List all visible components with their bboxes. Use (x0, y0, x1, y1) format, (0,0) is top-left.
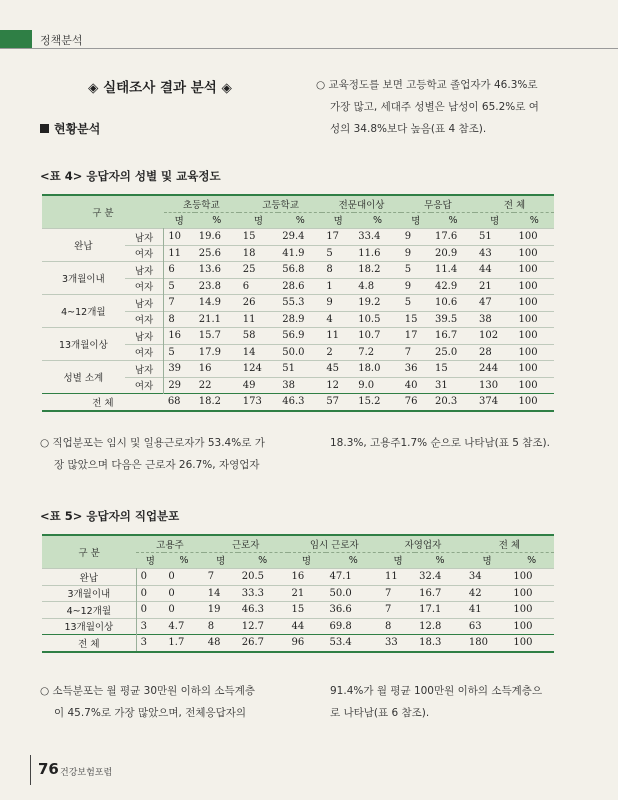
table-cell: 25.0 (434, 346, 458, 358)
row-label: 4~12개월 (42, 602, 136, 619)
table-cell: 17 (326, 231, 340, 243)
table-cell: 28.6 (282, 280, 305, 292)
table-corner: 구 분 (42, 535, 136, 569)
table-cell: 21.1 (198, 313, 221, 325)
table-cell: 9 (404, 247, 412, 259)
table-cell: 100 (518, 247, 538, 259)
table-cell: 5 (404, 264, 412, 276)
table-cell: 0 (140, 571, 148, 583)
table-cell: 68 (167, 396, 181, 408)
table-cell: 29 (168, 379, 182, 391)
table-cell: 19 (207, 604, 221, 616)
sub-header: 명 (475, 212, 514, 229)
table-cell: 244 (479, 363, 499, 375)
total-label: 전 체 (92, 397, 114, 409)
table-cell: 31 (434, 379, 448, 391)
sub-header: 명 (401, 212, 431, 229)
table-cell: 17 (404, 330, 418, 342)
table-cell: 36.6 (329, 604, 352, 616)
table-cell: 100 (518, 264, 538, 276)
table-cell: 33.4 (358, 231, 381, 243)
table-cell: 3 (140, 620, 148, 632)
table-cell: 96 (291, 637, 305, 649)
table-cell: 15.2 (358, 396, 381, 408)
table-cell: 5 (404, 297, 412, 309)
table-cell: 10 (168, 231, 182, 243)
table-cell: 49 (242, 379, 256, 391)
table-cell: 42.9 (434, 280, 458, 292)
sex-label: 남자 (125, 229, 164, 246)
table-cell: 29.4 (282, 231, 305, 243)
para-line: 가장 많고, 세대주 성별은 남성이 65.2%로 여 (330, 101, 539, 113)
table-row (42, 635, 554, 652)
table-cell: 100 (518, 396, 538, 408)
table-cell: 180 (468, 637, 488, 649)
table-cell: 130 (479, 379, 499, 391)
group-header: 전 체 (465, 535, 554, 552)
page-number: 76 (38, 760, 59, 778)
table-cell: 16 (198, 363, 212, 375)
table-cell: 17.1 (419, 604, 442, 616)
table-cell: 32.4 (419, 571, 442, 583)
table-cell: 63 (468, 620, 482, 632)
table-cell: 0 (140, 587, 148, 599)
table-cell: 5 (168, 280, 175, 292)
table-cell: 1 (326, 280, 333, 292)
group-header: 근로자 (204, 535, 288, 552)
table-cell: 25 (242, 264, 256, 276)
table-cell: 46.3 (282, 396, 305, 408)
group-header: 고용주 (136, 535, 204, 552)
table-cell: 44 (479, 264, 492, 276)
table-cell: 48 (207, 637, 221, 649)
journal-name: 건강보험포럼 (60, 768, 113, 778)
square-bullet-icon (40, 124, 49, 133)
sex-label: 남자 (125, 295, 164, 312)
table-cell: 8 (326, 264, 333, 276)
table-cell: 100 (513, 620, 533, 632)
mid-paragraph-right: 18.3%, 고용주1.7% 순으로 나타남(표 5 참조). (330, 437, 550, 449)
sub-header: % (431, 212, 475, 229)
table-cell: 14 (207, 587, 221, 599)
table-row (42, 328, 554, 345)
table-cell: 45 (326, 363, 340, 375)
sub-header: % (509, 552, 554, 569)
table-row (42, 295, 554, 312)
mid-paragraph-left (40, 432, 320, 476)
table-cell: 19.2 (358, 297, 381, 309)
row-label: 전 체 (42, 635, 136, 652)
table-cell: 15 (404, 313, 418, 325)
table-cell: 12.8 (419, 620, 442, 632)
table-cell: 53.4 (329, 637, 352, 649)
row-label: 완납 (42, 569, 136, 586)
group-header: 임시 근로자 (288, 535, 382, 552)
sex-label: 여자 (125, 377, 164, 394)
table-cell: 16 (291, 571, 305, 583)
table-cell: 28 (479, 346, 492, 358)
group-header: 전문대이상 (322, 195, 400, 212)
table-cell: 47.1 (329, 571, 352, 583)
table-cell: 7.2 (358, 346, 375, 358)
table-cell: 100 (518, 330, 538, 342)
sex-label: 여자 (125, 245, 164, 262)
table-row (42, 361, 554, 378)
table-cell: 11 (385, 571, 398, 583)
table-cell: 10.7 (358, 330, 381, 342)
row-group-label: 완납 (74, 241, 93, 252)
sex-label: 여자 (125, 311, 164, 328)
table-cell: 0 (168, 587, 175, 599)
table-cell: 7 (385, 587, 392, 599)
table-cell: 20.9 (434, 247, 458, 259)
table-cell: 56.9 (282, 330, 305, 342)
table-row (42, 602, 554, 619)
sex-label: 남자 (125, 328, 164, 345)
sub-header: 명 (164, 212, 195, 229)
table-cell: 100 (518, 363, 538, 375)
table-cell: 33.3 (241, 587, 265, 599)
table-cell: 22 (198, 379, 212, 391)
table-cell: 18 (242, 247, 256, 259)
table-row (42, 229, 554, 246)
table-cell: 55.3 (282, 297, 305, 309)
sub-header: 명 (381, 552, 415, 569)
section-title: ◈ 실태조사 결과 분석 ◈ (88, 80, 232, 96)
sub-title (40, 120, 100, 137)
table-cell: 40 (404, 379, 418, 391)
table-cell: 1.7 (168, 637, 185, 649)
table-cell: 15 (242, 231, 256, 243)
footer-rule (30, 755, 31, 785)
table-cell: 58 (242, 330, 256, 342)
table-cell: 11 (326, 330, 340, 342)
sub-title-text: 현황분석 (54, 122, 101, 136)
table-cell: 57 (326, 396, 340, 408)
sub-header: 명 (465, 552, 510, 569)
table-cell: 173 (242, 396, 262, 408)
table-cell: 0 (168, 604, 175, 616)
table-cell: 100 (513, 637, 533, 649)
sub-header: 명 (322, 212, 354, 229)
table-cell: 38 (479, 313, 492, 325)
row-group-label: 4~12개월 (61, 307, 106, 318)
table-cell: 39 (168, 363, 182, 375)
table-cell: 5 (326, 247, 333, 259)
row-group-label: 성별 소계 (63, 373, 104, 384)
row-group-label: 13개월이상 (58, 340, 108, 351)
table-cell: 28.9 (282, 313, 305, 325)
table-cell: 14 (242, 346, 256, 358)
table-corner: 구 분 (42, 195, 164, 229)
sub-header: 명 (239, 212, 278, 229)
table-cell: 100 (518, 297, 538, 309)
table-cell: 16 (168, 330, 182, 342)
table-cell: 44 (291, 620, 305, 632)
table-cell: 6 (242, 280, 250, 292)
right-paragraph (316, 74, 606, 140)
table-cell: 39.5 (434, 313, 458, 325)
table-total-row (42, 394, 554, 411)
para-line: ○ 교육정도를 보면 고등학교 졸업자가 46.3%로 (316, 79, 538, 91)
table-cell: 100 (518, 346, 538, 358)
table-cell: 4.8 (358, 280, 375, 292)
table-cell: 21 (291, 587, 305, 599)
table-cell: 15 (291, 604, 305, 616)
group-header: 고등학교 (239, 195, 323, 212)
table-cell: 4.7 (168, 620, 185, 632)
bottom-paragraph-left (40, 680, 320, 724)
bottom-paragraph-right (330, 680, 610, 724)
table-cell: 38 (282, 379, 295, 391)
sub-header: 명 (288, 552, 326, 569)
table-cell: 46.3 (241, 604, 265, 616)
table-cell: 56.8 (282, 264, 305, 276)
para-line: 91.4%가 월 평균 100만원 이하의 소득계층으 (330, 685, 543, 697)
table-cell: 42 (468, 587, 482, 599)
group-header: 자영업자 (381, 535, 465, 552)
table-cell: 7 (404, 346, 412, 358)
sub-header: % (354, 212, 401, 229)
table-cell: 100 (518, 231, 538, 243)
table-row (42, 569, 554, 586)
header-label: 정책분석 (40, 34, 83, 47)
table-cell: 100 (518, 280, 538, 292)
table-cell: 9.0 (358, 379, 375, 391)
table-cell: 9 (326, 297, 333, 309)
sub-header: % (415, 552, 465, 569)
table-cell: 41.9 (282, 247, 305, 259)
table-cell: 11.4 (434, 264, 458, 276)
table-cell: 6 (168, 264, 175, 276)
table-cell: 8 (168, 313, 175, 325)
table-cell: 100 (518, 379, 538, 391)
running-header (0, 30, 618, 49)
table5 (42, 534, 554, 653)
sub-header: % (278, 212, 322, 229)
table-cell: 12 (326, 379, 340, 391)
table-cell: 102 (479, 330, 499, 342)
sub-header: 명 (204, 552, 238, 569)
para-line: 성의 34.8%보다 높음(표 4 참조). (330, 123, 487, 135)
table-cell: 26.7 (241, 637, 265, 649)
table-cell: 12.7 (241, 620, 265, 632)
sub-header: % (326, 552, 382, 569)
table-cell: 50.0 (329, 587, 352, 599)
sub-header: % (514, 212, 554, 229)
table-cell: 16.7 (419, 587, 442, 599)
table-cell: 15 (434, 363, 448, 375)
row-label: 3개월이내 (42, 585, 136, 602)
table-cell: 4 (326, 313, 333, 325)
table-cell: 18.2 (198, 396, 221, 408)
group-header: 무응답 (401, 195, 475, 212)
table-cell: 20.3 (434, 396, 458, 408)
table-cell: 100 (513, 604, 533, 616)
table-cell: 100 (513, 571, 533, 583)
group-header: 전 체 (475, 195, 554, 212)
table-row (42, 585, 554, 602)
table-cell: 76 (404, 396, 418, 408)
table-cell: 11 (242, 313, 256, 325)
table-cell: 100 (513, 587, 533, 599)
table-cell: 7 (385, 604, 392, 616)
para-line: ○ 소득분포는 월 평균 30만원 이하의 소득계층 (40, 685, 255, 697)
table-cell: 51 (282, 363, 295, 375)
table4 (42, 194, 554, 412)
table-cell: 11 (168, 247, 182, 259)
group-header: 초등학교 (164, 195, 239, 212)
sub-header: 명 (136, 552, 164, 569)
para-line: 로 나타남(표 6 참조). (330, 707, 430, 719)
table-cell: 10.6 (434, 297, 458, 309)
table-cell: 9 (404, 231, 412, 243)
table-cell: 10.5 (358, 313, 381, 325)
table-row (42, 618, 554, 635)
table5-caption: <표 5> 응답자의 직업분포 (40, 509, 180, 523)
table-cell: 5 (168, 346, 175, 358)
table-cell: 23.8 (198, 280, 221, 292)
table-cell: 20.5 (241, 571, 265, 583)
sex-label: 여자 (125, 278, 164, 295)
sex-label: 남자 (125, 262, 164, 279)
table-cell: 9 (404, 280, 412, 292)
sub-header: % (238, 552, 288, 569)
table-cell: 7 (168, 297, 175, 309)
table-cell: 15.7 (198, 330, 221, 342)
table-cell: 11.6 (358, 247, 381, 259)
table-cell: 16.7 (434, 330, 458, 342)
row-group-label: 3개월이내 (61, 274, 105, 285)
sub-header: % (164, 552, 203, 569)
table-cell: 2 (326, 346, 333, 358)
table-cell: 47 (479, 297, 492, 309)
table-cell: 36 (404, 363, 418, 375)
sex-label: 남자 (125, 361, 164, 378)
table4-caption: <표 4> 응답자의 성별 및 교육정도 (40, 169, 221, 183)
table-row (42, 262, 554, 279)
table-cell: 34 (468, 571, 482, 583)
para-line: 이 45.7%로 가장 많았으며, 전체응답자의 (54, 707, 247, 719)
para-line: 장 많았으며 다음은 근로자 26.7%, 자영업자 (54, 459, 260, 471)
table-cell: 26 (242, 297, 256, 309)
table-cell: 14.9 (198, 297, 221, 309)
table-cell: 13.6 (198, 264, 221, 276)
table-cell: 8 (385, 620, 392, 632)
table-cell: 100 (518, 313, 538, 325)
table-cell: 18.0 (358, 363, 381, 375)
sub-header: % (195, 212, 239, 229)
para-line: ○ 직업분포는 임시 및 일용근로자가 53.4%로 가 (40, 437, 265, 449)
table-cell: 17.9 (198, 346, 221, 358)
header-accent (0, 30, 32, 48)
table-cell: 17.6 (434, 231, 458, 243)
table-cell: 19.6 (198, 231, 221, 243)
table-cell: 51 (479, 231, 492, 243)
table-cell: 18.3 (419, 637, 442, 649)
table-cell: 3 (140, 637, 148, 649)
table-cell: 8 (207, 620, 215, 632)
table-cell: 21 (479, 280, 492, 292)
table-cell: 43 (479, 247, 492, 259)
table-cell: 41 (468, 604, 482, 616)
table-cell: 0 (168, 571, 175, 583)
row-label: 13개월이상 (42, 618, 136, 635)
table-cell: 18.2 (358, 264, 381, 276)
table-cell: 0 (140, 604, 148, 616)
table-cell: 374 (479, 396, 499, 408)
table-cell: 33 (385, 637, 398, 649)
table-cell: 25.6 (198, 247, 221, 259)
table-cell: 7 (207, 571, 215, 583)
table-cell: 50.0 (282, 346, 305, 358)
table-cell: 124 (242, 363, 262, 375)
table-cell: 69.8 (329, 620, 352, 632)
sex-label: 여자 (125, 344, 164, 361)
